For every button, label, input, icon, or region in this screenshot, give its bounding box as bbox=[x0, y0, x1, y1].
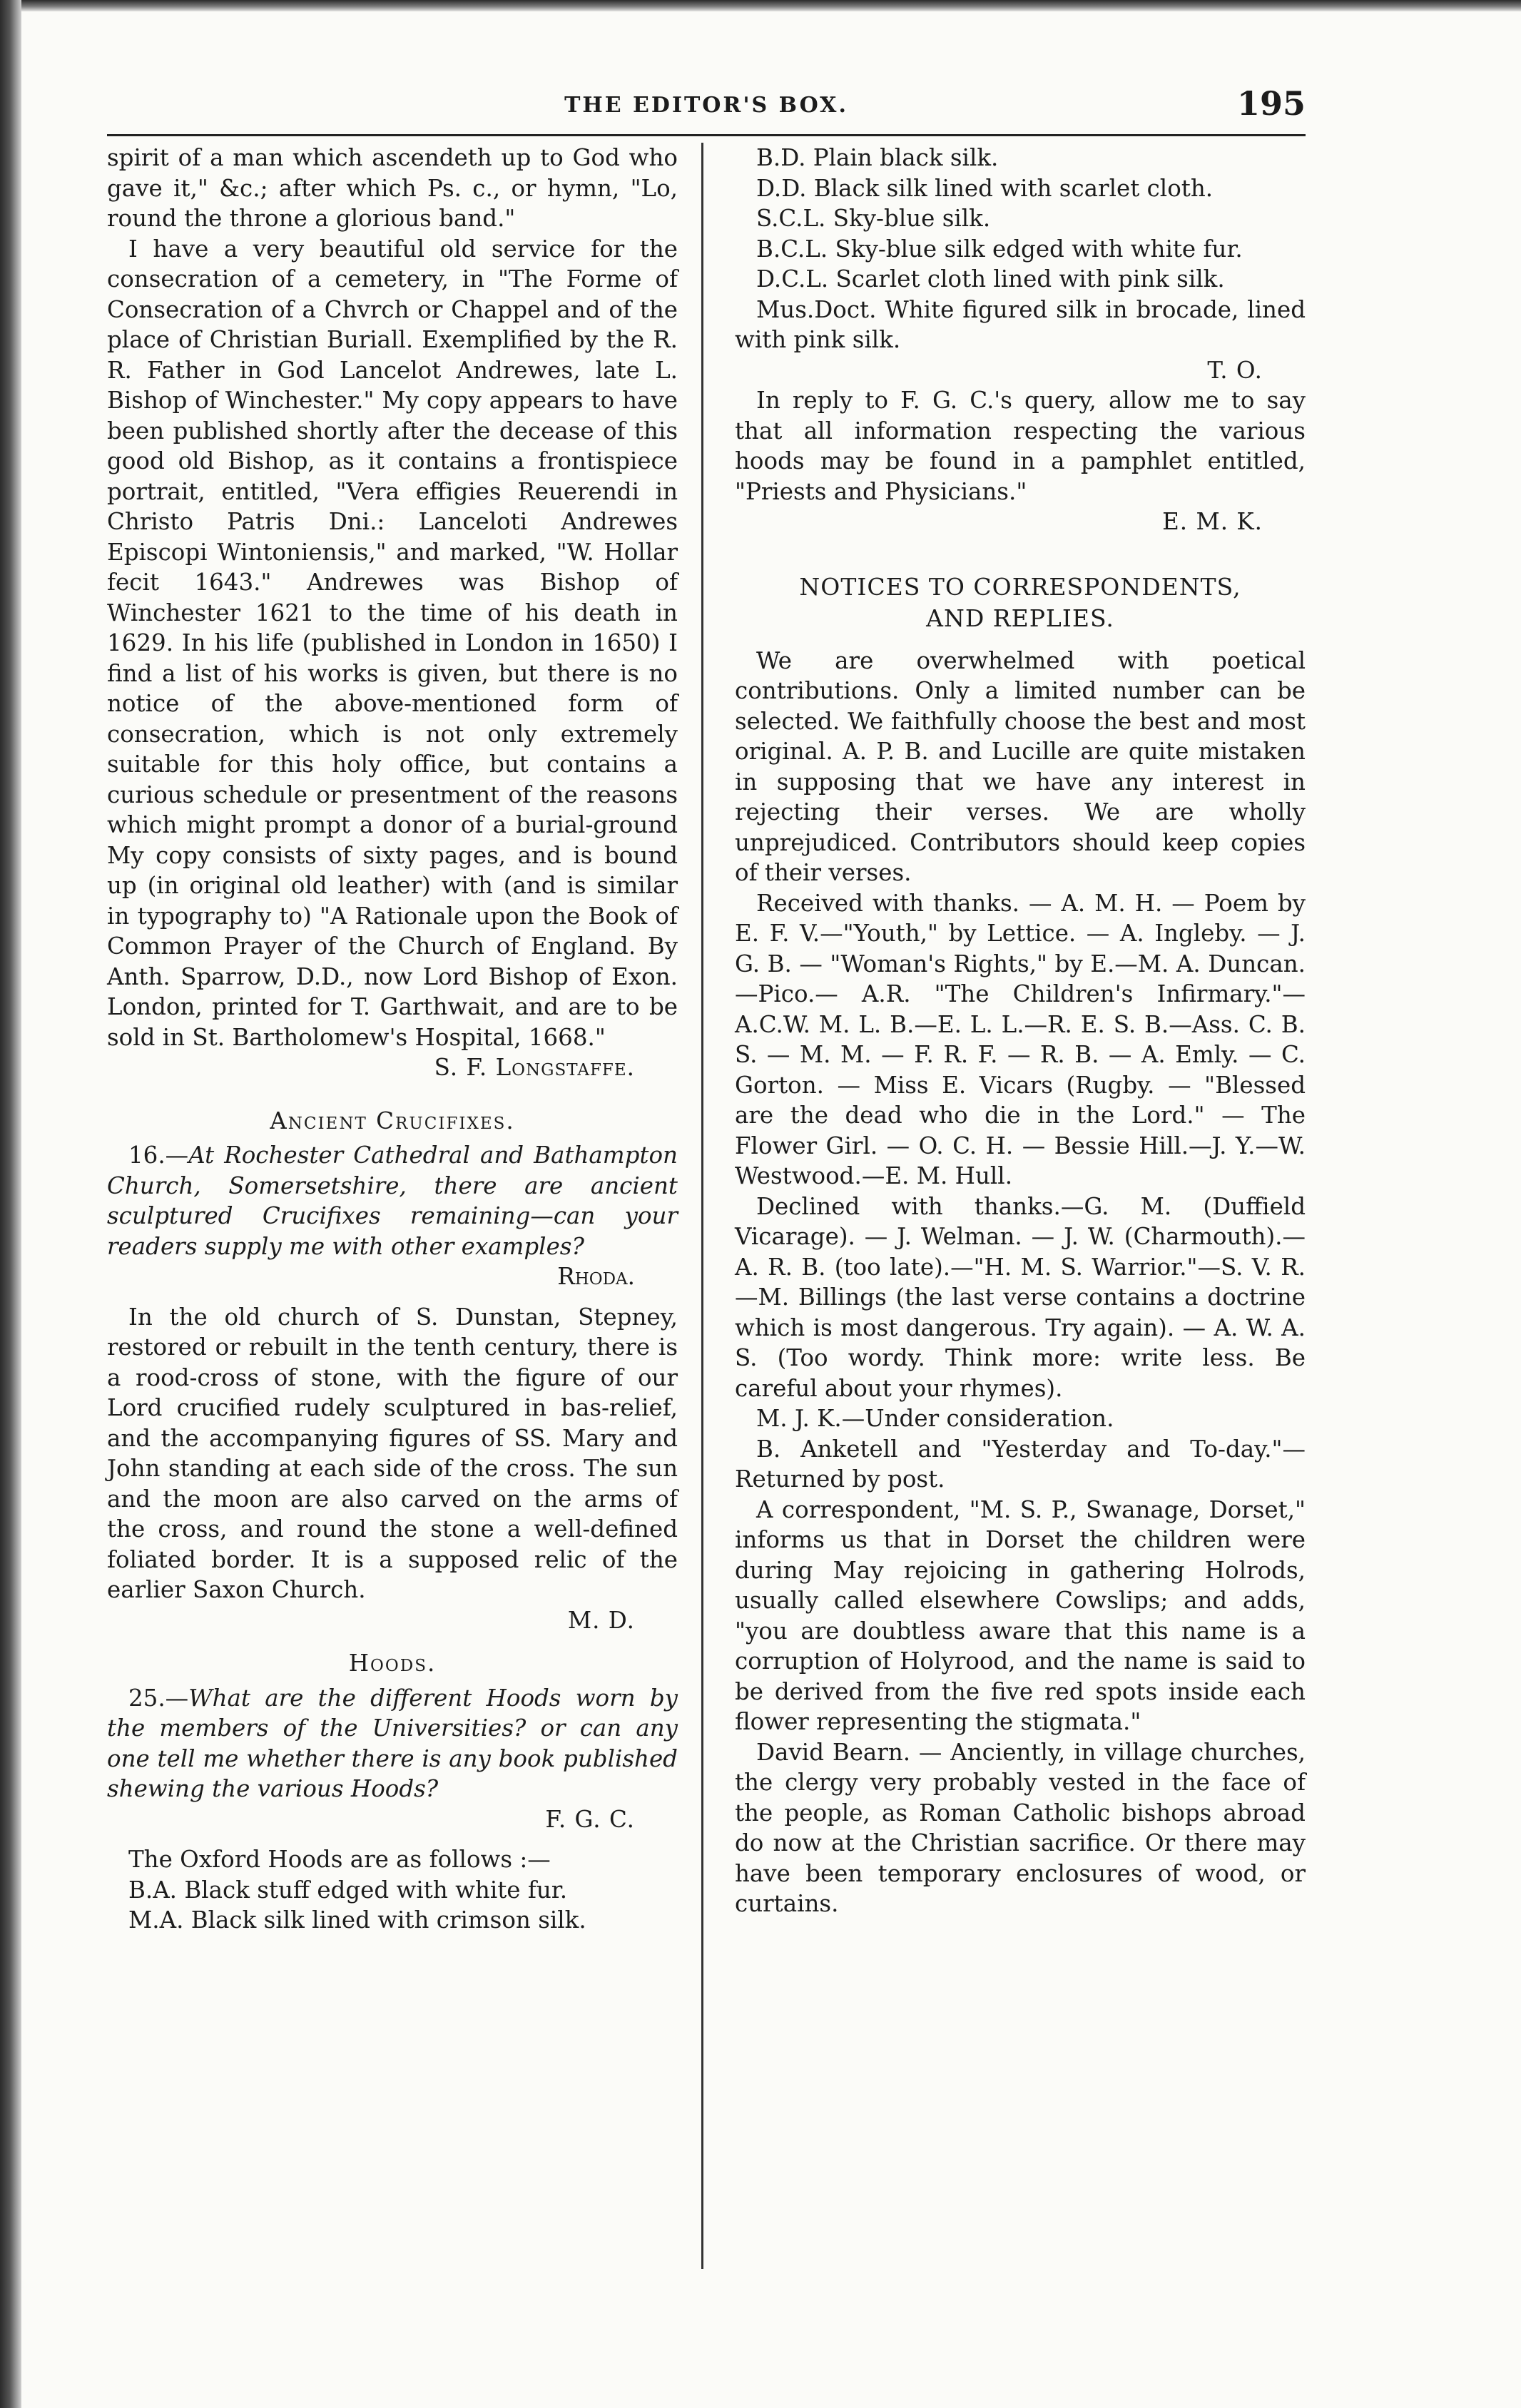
spacer bbox=[107, 1292, 678, 1302]
signature-rhoda: Rhoda. bbox=[557, 1263, 635, 1290]
query-number: 25.— bbox=[128, 1684, 189, 1712]
paragraph-stepney: In the old church of S. Dunstan, Stepney, restored or rebuilt in the tenth century, there is a rood-cross of stone, with the figure of our Lord crucified rudely sculptured in bas-relief, and the accompanying figures of SS. Mary and John standing at each side of the cross. The sun and the moon are also carved on the arms of the cross, and round the stone a well-defined foliated border. It is a supposed relic of the earlier Saxon Church. bbox=[107, 1303, 678, 1603]
signature-fgc: F. G. C. bbox=[545, 1805, 635, 1833]
hood-mus-doct: Mus.Doct. White figured silk in brocade, lined with pink silk. bbox=[735, 295, 1306, 353]
running-title: THE EDITOR'S BOX. bbox=[564, 93, 848, 118]
hood-bd: B.D. Plain black silk. bbox=[756, 144, 999, 171]
left-column bbox=[107, 143, 678, 2312]
heading-hoods: Hoods. bbox=[348, 1650, 437, 1677]
hood-dcl: D.C.L. Scarlet cloth lined with pink silk. bbox=[756, 265, 1225, 293]
paragraph-oxford-hoods: The Oxford Hoods are as follows :— bbox=[128, 1846, 551, 1873]
signature-to: T. O. bbox=[1207, 356, 1263, 384]
query-16 bbox=[107, 1140, 678, 1261]
column-divider bbox=[701, 143, 703, 2269]
page-binding-edge bbox=[0, 0, 21, 2408]
hood-ba: B.A. Black stuff edged with white fur. bbox=[128, 1876, 568, 1904]
hood-dd: D.D. Black silk lined with scarlet cloth. bbox=[756, 174, 1214, 202]
hood-scl: S.C.L. Sky-blue silk. bbox=[756, 205, 991, 232]
heading-notices bbox=[735, 571, 1306, 634]
heading-notices-line2: AND REPLIES. bbox=[926, 604, 1114, 632]
paragraph-returned-by-post: B. Anketell and "Yesterday and To-day."—Returned by post. bbox=[735, 1435, 1306, 1493]
paragraph-holrods: A correspondent, "M. S. P., Swanage, Dorset," informs us that in Dorset the children were during May rejoicing in gathering Holrods, usually called elsewhere Cowslips; and adds, "you are doubtless aware that this name is a corruption of Holyrood, and the name is said to be derived from the five red spots inside each flower representing the stigmata." bbox=[735, 1495, 1306, 1735]
paragraph-reply-fgc: In reply to F. G. C.'s query, allow me to say that all information respecting the various hoods may be found in a pamphlet entitled, "Priests and Physicians." bbox=[735, 387, 1306, 505]
paragraph-continuation: spirit of a man which ascendeth up to God who gave it," &c.; after which Ps. c., or hymn, "Lo, round the throne a glorious band." bbox=[107, 144, 678, 232]
paragraph-consecration-service: I have a very beautiful old service for the consecration of a cemetery, in "The Forme of Consecration of a Chvrch or Chappel and of the place of Christian Buriall. Exemplified by the R. R. Father in God Lancelot Andrewes, late L. Bishop of Winchester." My copy appears to have been published shortly after the decease of this good old Bishop, as it contains a frontispiece portrait, entitled, "Vera effigies Reuerendi in Christo Patris Dni.: Lanceloti Andrewes Episcopi Wintoniensis," and marked, "W. Hollar fecit 1643." Andrewes was Bishop of Winchester 1621 to the time of his death in 1629. In his life (published in London in 1650) I find a list of his works is given, but there is no notice of the above-mentioned form of consecration, which is not only extremely suitable for this holy office, but contains a curious schedule or presentment of the reasons which might prompt a donor of a burial-ground My copy consists of sixty pages, and is bound up (in original old leather) with (and is similar in typography to) "A Rationale upon the Book of Common Prayer of the Church of England. By Anth. Sparrow, D.D., now Lord Bishop of Exon. London, printed for T. Garthwait, and are to be sold in St. Bartholomew's Hospital, 1668." bbox=[107, 235, 678, 1051]
hood-bcl: B.C.L. Sky-blue silk edged with white fur. bbox=[756, 235, 1243, 263]
signature-md: M. D. bbox=[567, 1606, 635, 1634]
signature-emk: E. M. K. bbox=[1162, 508, 1263, 535]
query-text: At Rochester Cathedral and Bathampton Church, Somersetshire, there are ancient sculptured Crucifixes remaining—can your readers supply me with other examples? bbox=[107, 1142, 678, 1260]
heading-ancient-crucifixes: Ancient Crucifixes. bbox=[270, 1107, 515, 1134]
spacer bbox=[107, 1834, 678, 1844]
spacer bbox=[107, 1083, 678, 1093]
query-number: 16.— bbox=[128, 1142, 189, 1169]
page-number: 195 bbox=[1236, 84, 1306, 123]
paragraph-david-bearn: David Bearn. — Anciently, in village churches, the clergy very probably vested in the face of the people, as Roman Catholic bishops abroad do now at the Christian sacrifice. Or there may have been temporary enclosures of wood, or curtains. bbox=[735, 1738, 1306, 1917]
paragraph-declined-with-thanks: Declined with thanks.—G. M. (Duffield Vicarage). — J. Welman. — J. W. (Charmouth).—A. R. B. (too late).—"H. M. S. Warrior."—S. V. R.—M. Billings (the last verse contains a doctrine which is most dangerous. Try again). — A. W. A. S. (Too wordy. Think more: write less. Be careful about your rhymes). bbox=[735, 1192, 1306, 1402]
paragraph-received-with-thanks: Received with thanks. — A. M. H. — Poem by E. F. V.—"Youth," by Lettice. — A. Ingleby. — J. G. B. — "Woman's Rights," by E.—M. A. Duncan.—Pico.— A.R. "The Children's Infirmary."—A.C.W. M. L. B.—E. L. L.—R. E. S. B.—Ass. C. B. S. — M. M. — F. R. F. — R. B. — A. Emly. — C. Gorton. — Miss E. Vicars (Rugby. — "Blessed are the dead who die in the Lord." — The Flower Girl. — O. C. H. — Bessie Hill.—J. Y.—W. Westwood.—E. M. Hull. bbox=[735, 889, 1306, 1189]
hood-ma: M.A. Black silk lined with crimson silk. bbox=[128, 1906, 586, 1934]
running-head bbox=[107, 84, 1306, 136]
paragraph-under-consideration: M. J. K.—Under consideration. bbox=[756, 1405, 1114, 1432]
signature-longstaffe: S. F. Longstaffe. bbox=[434, 1054, 635, 1081]
paragraph-poetical-contributions: We are overwhelmed with poetical contributions. Only a limited number can be selected. We faithfully choose the best and most original. A. P. B. and Lucille are quite mistaken in supposing that we have any interest in rejecting their verses. We are wholly unprejudiced. Contributors should keep copies of their verses. bbox=[735, 646, 1306, 886]
query-text: What are the different Hoods worn by the members of the Universities? or can any one tell me whether there is any book published shewing the various Hoods? bbox=[107, 1684, 678, 1802]
right-column bbox=[735, 143, 1306, 2312]
query-25 bbox=[107, 1683, 678, 1804]
heading-notices-line1: NOTICES TO CORRESPONDENTS, bbox=[799, 572, 1241, 601]
page-top-edge bbox=[0, 0, 1521, 11]
